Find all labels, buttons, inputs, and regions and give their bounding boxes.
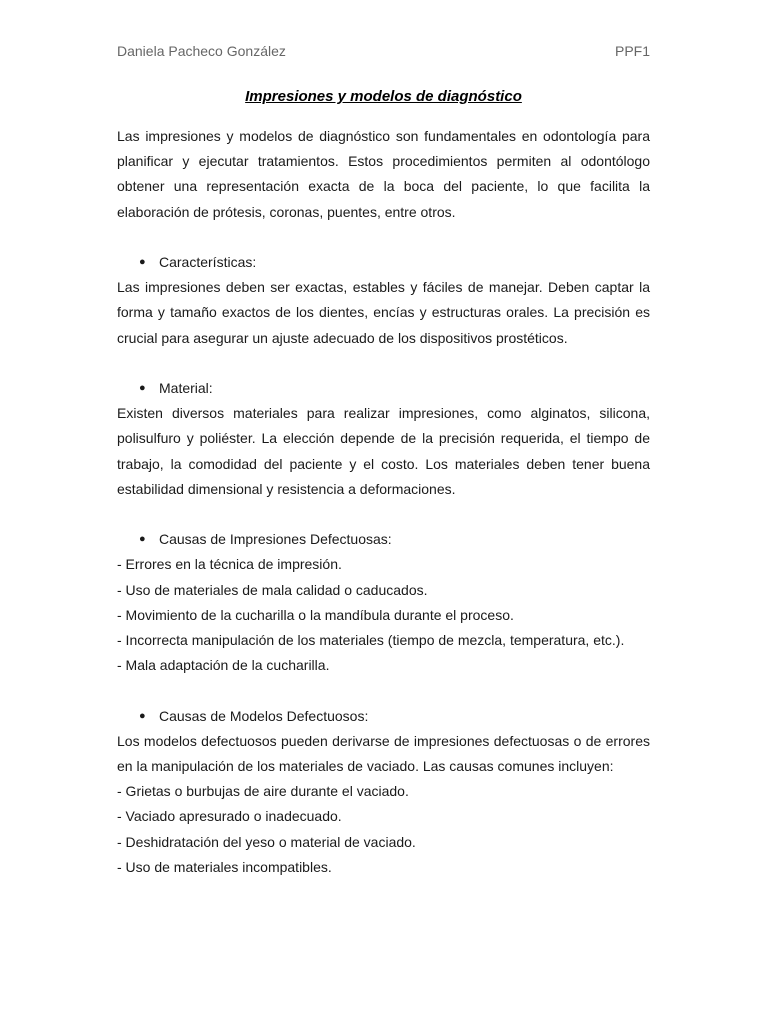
section-heading: Material: — [159, 380, 213, 396]
modelos-paragraph: Los modelos defectuosos pueden derivarse de impresiones defectuosas o de errores en la manipulación de los materiales de vaciado. Las causas comunes incluyen: — [117, 732, 650, 775]
intro-paragraph: Las impresiones y modelos de diagnóstico son fundamentales en odontología para planificar y ejecutar tratamientos. Estos procedimientos permiten al odontólogo obtener una representación exacta de la boca del paciente, lo que facilita la elaboración de prótesis, coronas, puentes, entre otros. — [117, 128, 650, 220]
list-item: - Errores en la técnica de impresión. — [117, 556, 342, 573]
list-item: - Uso de materiales incompatibles. — [117, 858, 332, 875]
spacer — [117, 502, 650, 527]
author-name: Daniela Pacheco González — [117, 43, 286, 59]
document-title: Impresiones y modelos de diagnóstico — [245, 88, 522, 105]
bullet-icon: ● — [139, 533, 146, 546]
list-item: - Uso de materiales de mala calidad o caducados. — [117, 581, 428, 598]
caracteristicas-paragraph: Las impresiones deben ser exactas, estables y fáciles de manejar. Deben captar la forma y tamaño exactos de los dientes, encías y estructuras orales. La precisión es crucial para asegurar un ajuste adecuado de los dispositivos prostéticos. — [117, 279, 650, 346]
document-code: PPF1 — [614, 43, 650, 59]
bullet-material — [117, 376, 650, 401]
bullet-impresiones-defectuosas — [117, 527, 650, 552]
list-item: - Incorrecta manipulación de los materiales (tiempo de mezcla, temperatura, etc.). — [117, 632, 625, 649]
section-heading: Causas de Modelos Defectuosos: — [159, 707, 369, 724]
section-heading: Características: — [159, 254, 257, 270]
spacer — [117, 225, 650, 250]
list-item: - Deshidratación del yeso o material de vaciado. — [117, 833, 416, 850]
section-heading: Causas de Impresiones Defectuosas: — [159, 531, 392, 548]
list-item: - Vaciado apresurado o inadecuado. — [117, 808, 342, 825]
list-item: - Grietas o burbujas de aire durante el vaciado. — [117, 783, 409, 800]
document-body — [117, 124, 650, 880]
bullet-modelos-defectuosos — [117, 704, 650, 729]
page-header — [117, 42, 650, 60]
bullet-icon: ● — [139, 382, 146, 394]
spacer — [117, 678, 650, 703]
spacer — [117, 351, 650, 376]
bullet-icon: ● — [139, 256, 146, 268]
list-item: - Movimiento de la cucharilla o la mandíbula durante el proceso. — [117, 606, 514, 623]
list-item: - Mala adaptación de la cucharilla. — [117, 657, 330, 674]
bullet-icon: ● — [139, 709, 146, 722]
material-paragraph: Existen diversos materiales para realizar impresiones, como alginatos, silicona, polisulfuro y poliéster. La elección depende de la precisión requerida, el tiempo de trabajo, la comodidad del paciente y el costo. Los materiales deben tener buena estabilidad dimensional y resistencia a deformaciones. — [117, 405, 650, 497]
bullet-caracteristicas — [117, 250, 650, 275]
